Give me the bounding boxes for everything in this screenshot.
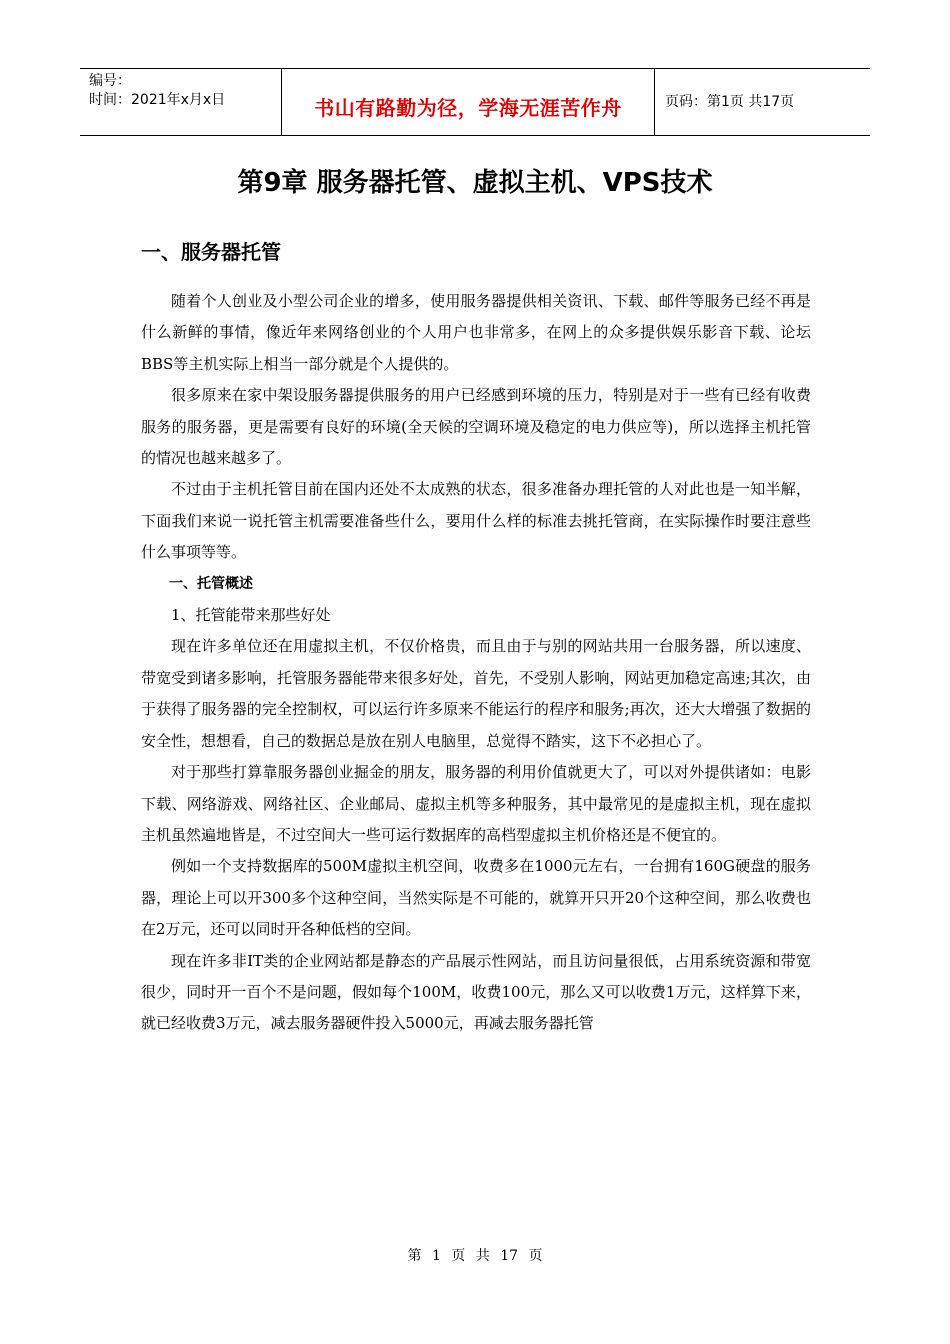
- header-table: [80, 68, 870, 136]
- header-page-info: 页码：第1页 共17页: [665, 94, 795, 110]
- header-info-cell: [80, 69, 282, 135]
- paragraph: 现在许多单位还在用虚拟主机，不仅价格贵，而且由于与别的网站共用一台服务器，所以速度、带宽受到诸多影响，托管服务器能带来很多好处，首先，不受别人影响，网站更加稳定高速;其次，由于获得了服务器的完全控制权，可以运行许多原来不能运行的程序和服务;再次，还大大增强了数据的安全性，想想看，自己的数据总是放在别人电脑里，总觉得不踏实，这下不必担心了。: [141, 637, 811, 750]
- subsection-heading: 一、托管概述: [169, 575, 253, 592]
- page-footer: [0, 1245, 950, 1265]
- footer-page-number: 第 1 页 共 17 页: [407, 1248, 543, 1264]
- paragraph: 很多原来在家中架设服务器提供服务的用户已经感到环境的压力，特别是对于一些有已经有收费服务的服务器，更是需要有良好的环境(全天候的空调环境及稳定的电力供应等)，所以选择主机托管的情况也越来越多了。: [141, 386, 811, 468]
- paragraph: 现在许多非IT类的企业网站都是静态的产品展示性网站，而且访问量很低，占用系统资源和带宽很少，同时开一百个不是问题，假如每个100M，收费100元，那么又可以收费1万元，这样算下来，就已经收费3万元，减去服务器硬件投入5000元，再减去服务器托管: [141, 951, 811, 1033]
- document-body: [141, 286, 811, 1040]
- document-time-label: 时间：2021年x月x日: [89, 92, 226, 108]
- header-page-cell: [655, 69, 870, 135]
- paragraph: 对于那些打算靠服务器创业掘金的朋友，服务器的利用价值就更大了，可以对外提供诸如：电影下载、网络游戏、网络社区、企业邮局、虚拟主机等多种服务，其中最常见的是虚拟主机，现在虚拟主机虽然遍地皆是，不过空间大一些可运行数据库的高档型虚拟主机价格还是不便宜的。: [141, 763, 811, 844]
- document-number-label: 编号：: [89, 73, 131, 89]
- paragraph: 例如一个支持数据库的500M虚拟主机空间，收费多在1000元左右，一台拥有160G硬盘的服务器，理论上可以开300多个这种空间，当然实际是不可能的，就算开只开20个这种空间，那么收费也在2万元，还可以同时开各种低档的空间。: [141, 857, 811, 939]
- paragraph: 随着个人创业及小型公司企业的增多，使用服务器提供相关资讯、下载、邮件等服务已经不再是什么新鲜的事情，像近年来网络创业的个人用户也非常多，在网上的众多提供娱乐影音下载、论坛BBS等主机实际上相当一部分就是个人提供的。: [141, 292, 811, 373]
- list-item-heading: 1、托管能带来那些好处: [171, 606, 331, 625]
- chapter-title: 第9章 服务器托管、虚拟主机、VPS技术: [237, 168, 713, 198]
- header-motto: 书山有路勤为径，学海无涯苦作舟: [314, 95, 622, 120]
- paragraph: 不过由于主机托管目前在国内还处不太成熟的状态，很多准备办理托管的人对此也是一知半解，下面我们来说一说托管主机需要准备些什么，要用什么样的标准去挑托管商，在实际操作时要注意些什么事项等等。: [141, 480, 811, 562]
- section-heading: 一、服务器托管: [141, 240, 281, 264]
- header-motto-cell: [282, 69, 655, 135]
